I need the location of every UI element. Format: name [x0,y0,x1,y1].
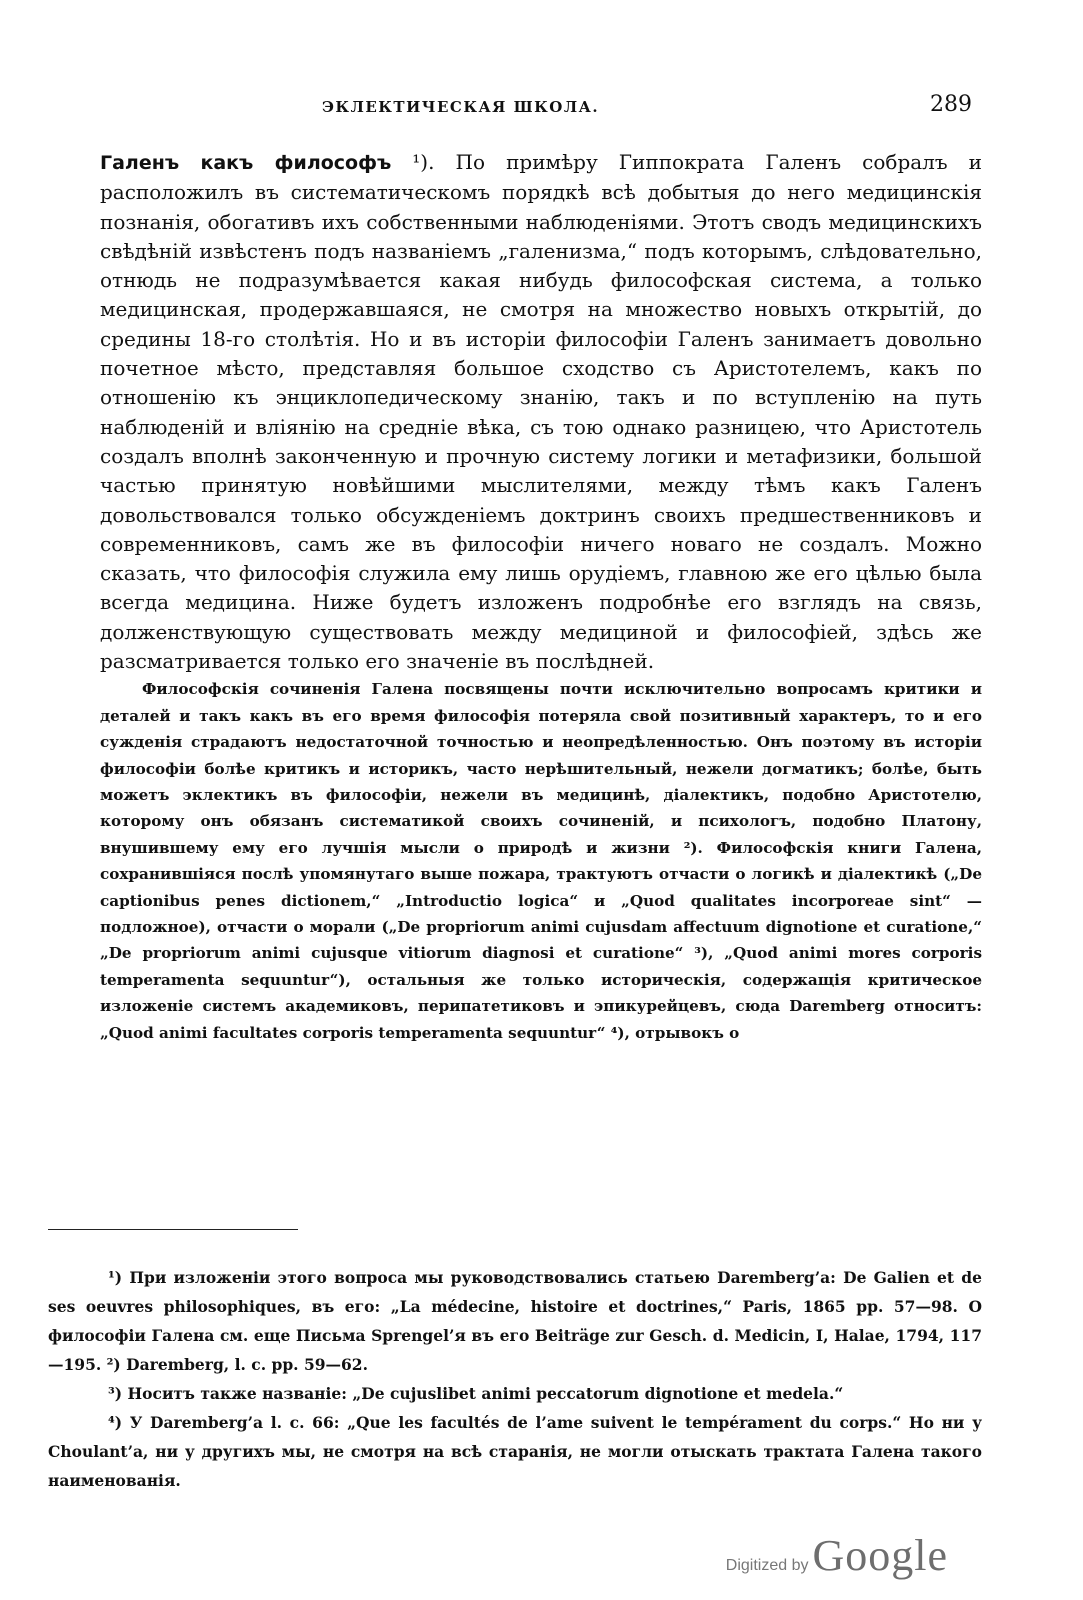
footnote-4 [48,1408,982,1495]
watermark-prefix: Digitized by [725,1557,809,1574]
footnote-1-text: ¹) При изложеніи этого вопроса мы руководствовались статьею Daremberg’а: De Galien et de ses oeuvres philosophiques, въ его: „La médecine, histoire et doctrines,“ Paris, 1865 pp. 57—98. О философіи Галена см. еще Письма Sprengel’я въ его Beiträge zur Gesch. d. Medicin, I, Halae, 1794, 117—195. ²) Daremberg, l. c. pp. 59—62. [48,1268,982,1374]
footnotes [48,1263,982,1495]
google-logo: Google [812,1531,948,1580]
footnote-1 [48,1263,982,1379]
footnote-3-text: ³) Носитъ также названіе: „De cujuslibet animi peccatorum dignotione et medela.“ [108,1384,844,1403]
running-title: ЭКЛЕКТИЧЕСКАЯ ШКОЛА. [322,98,600,116]
section-lead: Галенъ какъ философъ [100,152,392,174]
main-text [100,148,982,1046]
page-number: 289 [930,92,972,117]
footnote-4-text: ⁴) У Daremberg’а l. c. 66: „Que les facultés de l’ame suivent le tempérament du corps.“ Но ни у Choulant’а, ни у другихъ мы, не смотря на всѣ старанія, не могли отыскать трактата Галена такого наименованія. [48,1413,982,1490]
paragraph-2-text: Философскія сочиненія Галена посвящены почти исключительно вопросамъ критики и деталей и такъ какъ въ его время философія потеряла свой позитивный характеръ, то и его сужденія страдаютъ недостаточной точностью и неопредѣленностью. Онъ поэтому въ исторіи философіи болѣе критикъ и историкъ, часто нерѣшительный, нежели догматикъ; болѣе, быть можетъ эклектикъ въ философіи, нежели въ медицинѣ, діалектикъ, подобно Аристотелю, которому онъ обязанъ систематикой своихъ сочиненій, и психологъ, подобно Платону, внушившему ему его лучшія мысли о природѣ и жизни ²). Философскія книги Галена, сохранившіяся послѣ упомянутаго выше пожара, трактуютъ отчасти о логикѣ и діалектикѣ („De captionibus penes dictionem,“ „Introductio logica“ и „Quod qualitates incorporeae sint“ — подложное), отчасти о морали („De propriorum animi cujusdam affectuum dignotione et curatione,“ „De propriorum animi cujusque vitiorum diagnosi et curatione“ ³), „Quod animi mores corporis temperamenta sequuntur“), остальныя же только историческія, содержащія критическое изложеніе системъ академиковъ, перипатетиковъ и эпикурейцевъ, сюда Daremberg относитъ: „Quod animi facultates corporis temperamenta sequuntur“ ⁴), отрывокъ о [100,680,982,1042]
paragraph-1 [100,148,982,676]
digitized-watermark [726,1530,948,1580]
paragraph-1-text: По примѣру Гиппократа Галенъ собралъ и расположилъ въ систематическомъ порядкѣ всѣ добытыя до него медицинскія познанія, обогативъ ихъ собственными наблюденіями. Этотъ сводъ медицинскихъ свѣдѣній извѣстенъ подъ названіемъ „галенизма,“ подъ которымъ, слѣдовательно, отнюдь не подразумѣвается какая нибудь философская система, а только медицинская, продержавшаяся, не смотря на множество новыхъ открытій, до средины 18-го столѣтія. Но и въ исторіи философіи Галенъ занимаетъ довольно почетное мѣсто, представляя большое сходство съ Аристотелемъ, какъ по отношенію къ энциклопедическому знанію, такъ и по вступленію на путь наблюденій и вліянію на средніе вѣка, съ тою однако разницею, что Аристотель создалъ вполнѣ законченную и прочную систему логики и метафизики, большой частью принятую новѣйшими мыслителями, между тѣмъ какъ Галенъ довольствовался только обсужденіемъ доктринъ своихъ предшественниковъ и современниковъ, самъ же въ философіи ничего новаго не создалъ. Можно сказать, что философія служила ему лишь орудіемъ, главною же его цѣлью была всегда медицина. Ниже будетъ изложенъ подробнѣе его взглядъ на связь, долженствующую существовать между медициной и философіей, здѣсь же разсматривается только его значеніе въ послѣдней. [100,150,982,674]
footnote-divider [48,1229,298,1230]
footnote-3 [48,1379,982,1408]
lead-footnote-ref: ¹). [391,150,435,174]
running-header [100,92,982,122]
paragraph-2 [100,676,982,1046]
